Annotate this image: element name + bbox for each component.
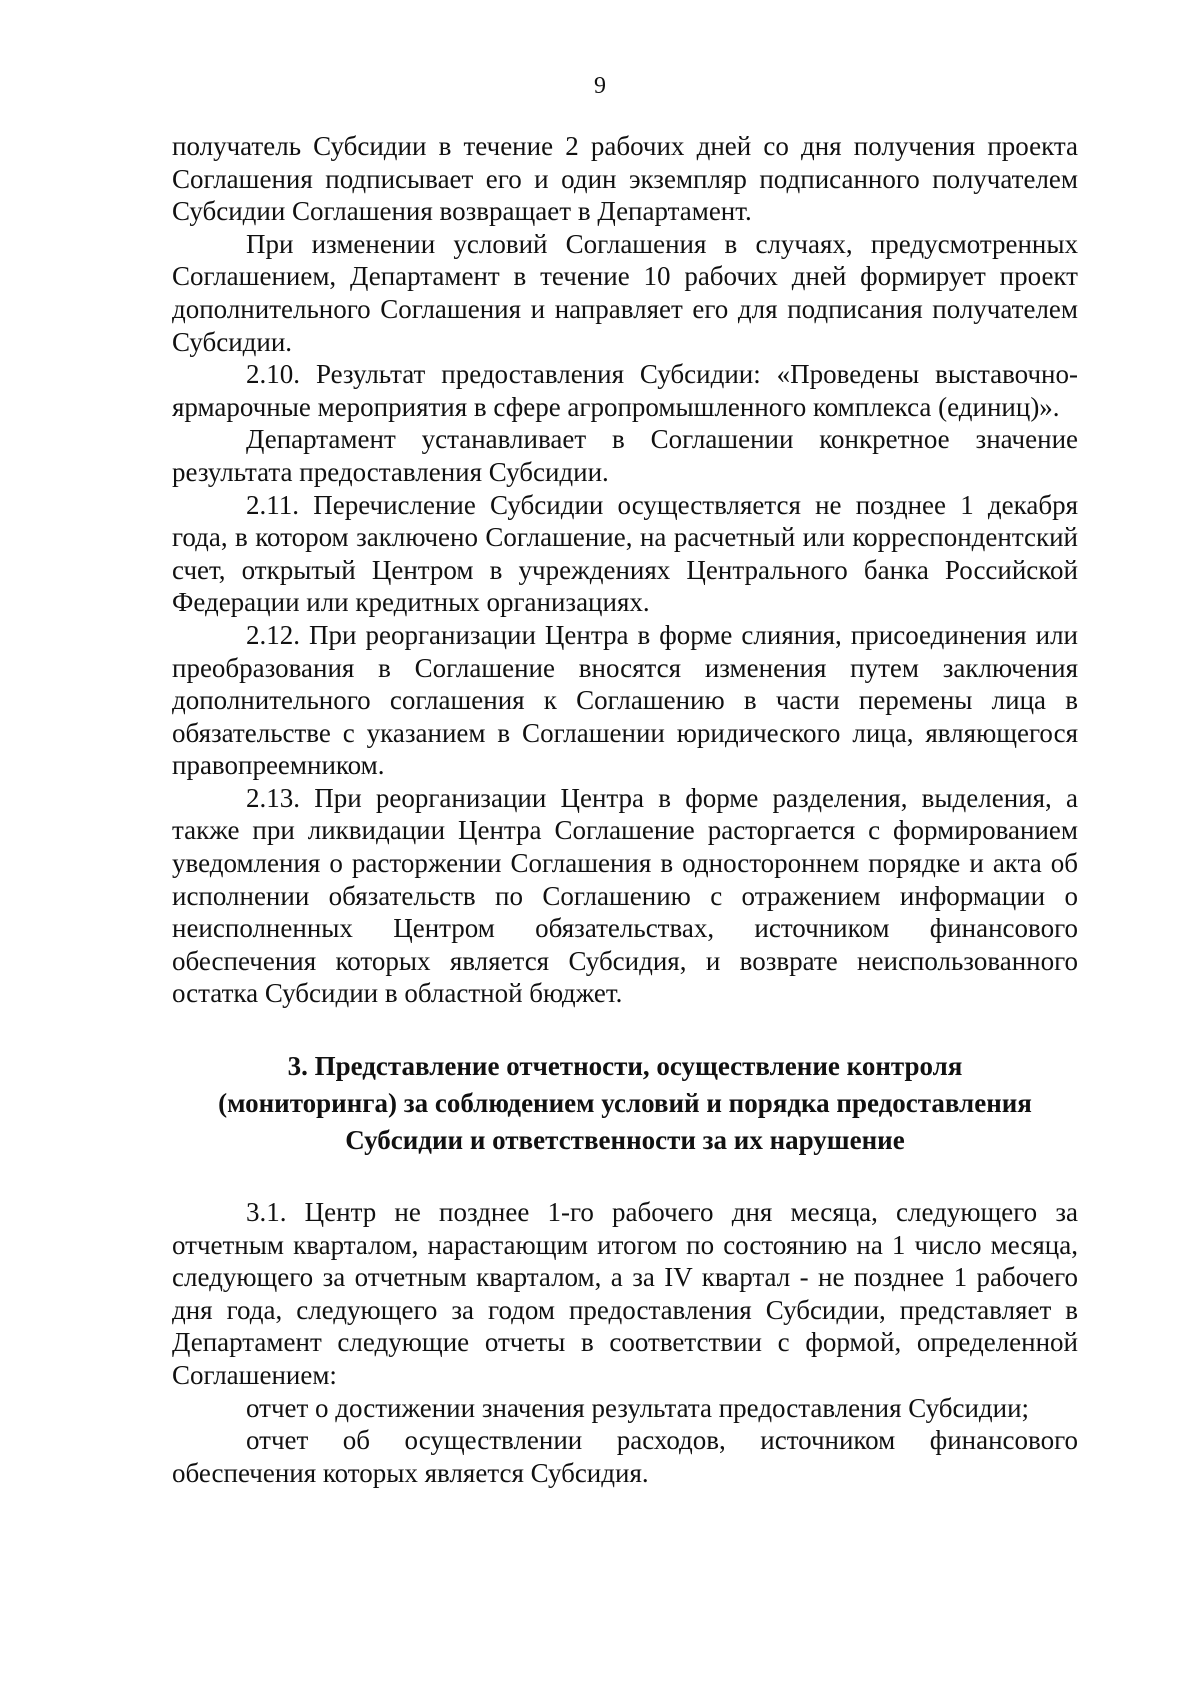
paragraph: получатель Субсидии в течение 2 рабочих дней со дня получения проекта Соглашения подписывает его и один экземпляр подписанного получателем Субсидии Соглашения возвращает в Департамент. [172, 131, 1078, 227]
section-heading-line: Субсидии и ответственности за их нарушение [345, 1125, 905, 1156]
list-item: отчет об осуществлении расходов, источником финансового обеспечения которых является Субсидия. [172, 1425, 1078, 1488]
paragraph-2-10: 2.10. Результат предоставления Субсидии: «Проведены выставочно-ярмарочные мероприятия в сфере агропромышленного комплекса (единиц)». [172, 359, 1078, 422]
paragraph-2-11: 2.11. Перечисление Субсидии осуществляется не позднее 1 декабря года, в котором заключено Соглашение, на расчетный или корреспондентский счет, открытый Центром в учреждениях Центрального банка Российской Федерации или кредитных организациях. [172, 489, 1078, 618]
document-body [172, 130, 1078, 1489]
section-heading [172, 1048, 1078, 1159]
paragraph-2-12: 2.12. При реорганизации Центра в форме слияния, присоединения или преобразования в Соглашение вносятся изменения путем заключения дополнительного соглашения к Соглашению в части перемены лица в обязательстве с указанием в Соглашении юридического лица, являющегося правопреемником. [172, 619, 1078, 781]
paragraph-2-13: 2.13. При реорганизации Центра в форме разделения, выделения, а также при ликвидации Центра Соглашение расторгается с формированием уведомления о расторжении Соглашения в одностороннем порядке и акта об исполнении обязательств по Соглашению с отражением информации о неисполненных Центром обязательствах, источником финансового обеспечения которых является Субсидия, и возврате неиспользованного остатка Субсидии в областной бюджет. [172, 782, 1078, 1009]
paragraph: Департамент устанавливает в Соглашении конкретное значение результата предоставления Субсидии. [172, 424, 1078, 487]
section-heading-line: 3. Представление отчетности, осуществление контроля [287, 1051, 963, 1082]
page-number: 9 [594, 73, 606, 99]
paragraph: При изменении условий Соглашения в случаях, предусмотренных Соглашением, Департамент в течение 10 рабочих дней формирует проект дополнительного Соглашения и направляет его для подписания получателем Субсидии. [172, 228, 1078, 357]
section-heading-line: (мониторинга) за соблюдением условий и порядка предоставления [218, 1088, 1032, 1119]
paragraph-3-1: 3.1. Центр не позднее 1-го рабочего дня месяца, следующего за отчетным кварталом, нарастающим итогом по состоянию на 1 число месяца, следующего за отчетным кварталом, а за IV квартал - не позднее 1 рабочего дня года, следующего за годом предоставления Субсидии, представляет в Департамент следующие отчеты в соответствии с формой, определенной Соглашением: [172, 1197, 1078, 1390]
list-item: отчет о достижении значения результата предоставления Субсидии; [246, 1392, 1030, 1423]
